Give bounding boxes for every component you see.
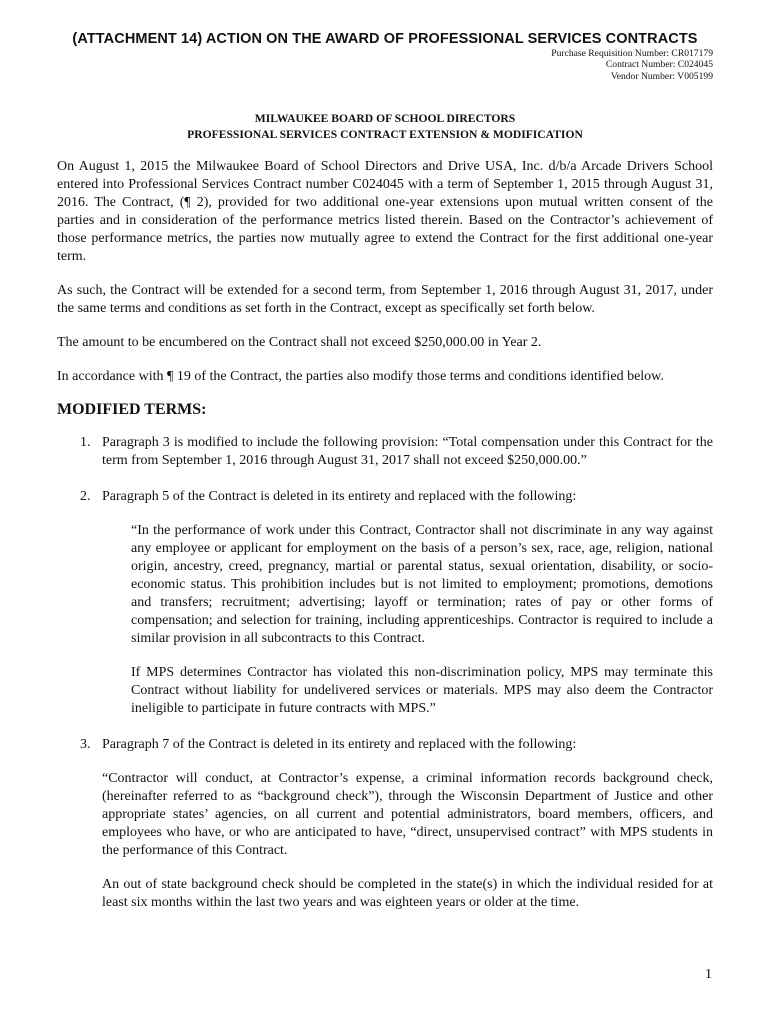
amount-paragraph: The amount to be encumbered on the Contract shall not exceed $250,000.00 in Year 2.: [57, 335, 542, 350]
document-body: [57, 158, 713, 912]
purchase-requisition-number: Purchase Requisition Number: CR017179: [551, 48, 713, 59]
board-name: MILWAUKEE BOARD OF SCHOOL DIRECTORS: [254, 112, 516, 125]
list-item-text: Paragraph 5 of the Contract is deleted in its entirety and replaced with the following:: [102, 489, 577, 504]
list-item-text: Paragraph 7 of the Contract is deleted in its entirety and replaced with the following:: [102, 737, 577, 752]
modified-terms-list: [57, 434, 713, 912]
list-item-number: 1.: [80, 435, 91, 450]
list-item-number: 3.: [80, 737, 91, 752]
list-item: [57, 736, 713, 754]
attachment-title: (ATTACHMENT 14) ACTION ON THE AWARD OF PROFESSIONAL SERVICES CONTRACTS: [72, 31, 698, 47]
document-subtitle: PROFESSIONAL SERVICES CONTRACT EXTENSION & MODIFICATION: [187, 127, 583, 141]
list-item-number: 2.: [80, 489, 91, 504]
nondiscrimination-quote: “In the performance of work under this Contract, Contractor shall not discriminate in any way against any employee or applicant for employment on the basis of a person’s sex, race, age, religion, national origin, ancestry, creed, pregnancy, martial or parental status, sexual orientation, disability, or socio-economic status. This prohibition includes but is not limited to employment; promotions, demotions and transfers; recruitment; advertising; layoff or termination; rates of pay or other forms of compensation; and selection for training, including apprenticeships. Contractor is required to include a similar provision in all subcontracts to this Contract.: [131, 523, 713, 646]
modification-paragraph: In accordance with ¶ 19 of the Contract, the parties also modify those terms and conditions identified below.: [57, 369, 664, 384]
nondiscrimination-quote-continued: If MPS determines Contractor has violated this non-discrimination policy, MPS may terminate this Contract without liability for undelivered services or materials. MPS may also deem the Contractor ineligible to participate in future contracts with MPS.”: [131, 665, 713, 716]
background-check-quote: “Contractor will conduct, at Contractor’s expense, a criminal information records background check, (hereinafter referred to as “background check”), through the Wisconsin Department of Justice and other appropriate states’ agencies, on all current and potential administrators, board members, officers, and employees who have, or who are anticipated to have, “direct, unsupervised contract” with MPS students in the performance of this Contract.: [102, 771, 713, 858]
list-item: [57, 488, 713, 506]
list-item: [57, 434, 713, 470]
list-item-text: Paragraph 3 is modified to include the following provision: “Total compensation under this Contract for the term from September 1, 2016 through August 31, 2017 shall not exceed $250,000.00.”: [102, 435, 713, 468]
intro-paragraph: On August 1, 2015 the Milwaukee Board of School Directors and Drive USA, Inc. d/b/a Arcade Drivers School entered into Professional Services Contract number C024045 with a term of September 1, 2015 through August 31, 2016. The Contract, (¶ 2), provided for two additional one-year extensions upon mutual written consent of the parties and in consideration of the performance metrics listed therein. Based on the Contractor’s achievement of those performance metrics, the parties now mutually agree to extend the Contract for the first additional one-year term.: [57, 159, 713, 264]
background-check-quote-continued: An out of state background check should be completed in the state(s) in which the individual resided for at least six months within the last two years and was eighteen years or older at the time.: [102, 877, 713, 910]
board-heading: [0, 111, 770, 142]
contract-number: Contract Number: C024045: [605, 59, 713, 71]
page-number: 1: [705, 967, 712, 982]
vendor-number: Vendor Number: V005199: [610, 70, 713, 82]
modified-terms-heading: MODIFIED TERMS:: [57, 401, 207, 418]
reference-numbers: [551, 48, 713, 82]
extension-paragraph: As such, the Contract will be extended for a second term, from September 1, 2016 through August 31, 2017, under the same terms and conditions as set forth in the Contract, except as specifically set forth below.: [57, 283, 713, 316]
